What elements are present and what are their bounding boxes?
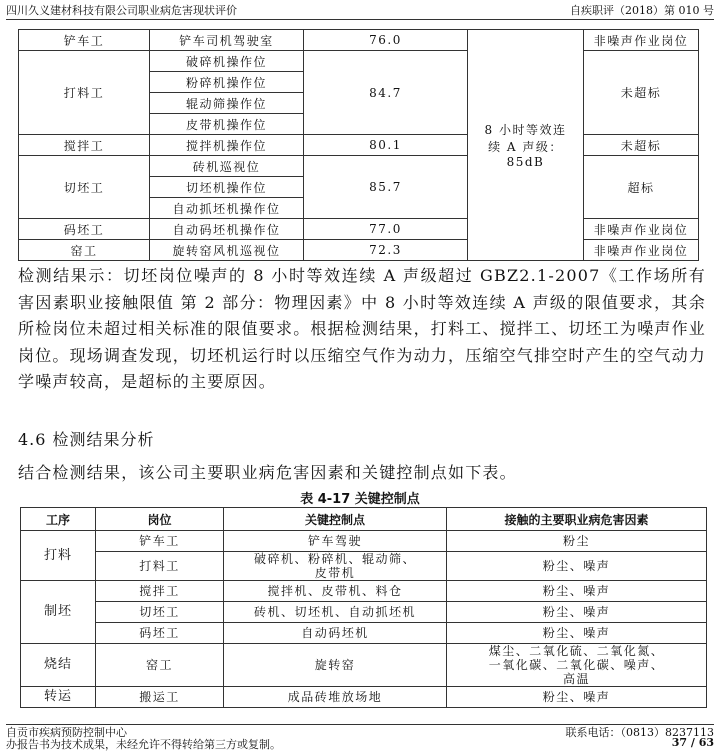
header-post: 岗位 bbox=[96, 508, 224, 531]
noise-value-cell: 76.0 bbox=[304, 30, 468, 51]
job-cell: 码坯工 bbox=[19, 219, 150, 240]
control-point-cell: 破碎机、粉碎机、辊动筛、 皮带机 bbox=[224, 552, 447, 581]
process-cell: 制坯 bbox=[21, 581, 96, 644]
position-cell: 自动码坯机操作位 bbox=[150, 219, 304, 240]
result-cell: 非噪声作业岗位 bbox=[584, 30, 699, 51]
footer-org: 自贡市疾病预防控制中心 bbox=[6, 726, 127, 739]
footer-line-2 bbox=[6, 736, 714, 752]
job-cell: 铲车工 bbox=[19, 30, 150, 51]
header-rule bbox=[6, 19, 714, 20]
post-cell: 窑工 bbox=[96, 644, 224, 687]
hazard-cell: 粉尘 bbox=[447, 531, 707, 552]
header-process: 工序 bbox=[21, 508, 96, 531]
page-header bbox=[6, 2, 714, 18]
control-point-cell: 成品砖堆放场地 bbox=[224, 687, 447, 708]
position-cell: 切坯机操作位 bbox=[150, 177, 304, 198]
table-row bbox=[21, 552, 707, 581]
table-row bbox=[21, 687, 707, 708]
process-cell: 打料 bbox=[21, 531, 96, 581]
post-cell: 搬运工 bbox=[96, 687, 224, 708]
table-row bbox=[21, 602, 707, 623]
position-cell: 搅拌机操作位 bbox=[150, 135, 304, 156]
process-cell: 转运 bbox=[21, 687, 96, 708]
position-cell: 旋转窑风机巡视位 bbox=[150, 240, 304, 261]
analysis-intro-paragraph: 结合检测结果，该公司主要职业病危害因素和关键控制点如下表。 bbox=[18, 463, 517, 482]
footer-notice: 办报告书为技术成果，未经允许不得转给第三方或复制。 bbox=[6, 738, 281, 751]
header-hazard: 接触的主要职业病危害因素 bbox=[447, 508, 707, 531]
table-header-row bbox=[21, 508, 707, 531]
job-cell: 窑工 bbox=[19, 240, 150, 261]
limit-cell: 8 小时等效连续 A 声级：85dB bbox=[468, 30, 584, 261]
table-caption: 表 4-17 关键控制点 bbox=[300, 492, 420, 507]
position-cell: 皮带机操作位 bbox=[150, 114, 304, 135]
result-cell: 未超标 bbox=[584, 135, 699, 156]
post-cell: 打料工 bbox=[96, 552, 224, 581]
control-point-cell: 铲车驾驶 bbox=[224, 531, 447, 552]
job-cell: 切坯工 bbox=[19, 156, 150, 219]
job-cell: 搅拌工 bbox=[19, 135, 150, 156]
table-row bbox=[21, 623, 707, 644]
control-point-cell: 旋转窑 bbox=[224, 644, 447, 687]
hazard-cell: 粉尘、噪声 bbox=[447, 581, 707, 602]
result-cell: 未超标 bbox=[584, 51, 699, 135]
process-cell: 烧结 bbox=[21, 644, 96, 687]
table-row bbox=[19, 240, 699, 261]
table-row bbox=[19, 30, 699, 51]
position-cell: 破碎机操作位 bbox=[150, 51, 304, 72]
job-cell: 打料工 bbox=[19, 51, 150, 135]
table-row bbox=[21, 581, 707, 602]
result-cell: 非噪声作业岗位 bbox=[584, 219, 699, 240]
header-company: 四川久义建材科技有限公司职业病危害现状评价 bbox=[6, 4, 237, 17]
section-title: 4.6 检测结果分析 bbox=[18, 430, 155, 449]
table-row bbox=[21, 531, 707, 552]
result-cell: 非噪声作业岗位 bbox=[584, 240, 699, 261]
page-number: 37 / 63 bbox=[671, 736, 714, 749]
position-cell: 粉碎机操作位 bbox=[150, 72, 304, 93]
header-control-point: 关键控制点 bbox=[224, 508, 447, 531]
key-control-point-table bbox=[20, 507, 707, 708]
hazard-cell: 粉尘、噪声 bbox=[447, 623, 707, 644]
noise-conclusion-paragraph: 检测结果示：切坯岗位噪声的 8 小时等效连续 A 声级超过 GBZ2.1-2007《工作场所有害因素职业接触限值 第 2 部分：物理因素》中 8 小时等效连续 A 声级的限值要求，其余所检岗位未超过相关标准的限值要求。根据检测结果，打料工、搅拌工、切坯工为噪声作业岗位。现场调查发现，切坯机运行时以压缩空气作为动力，压缩空气排空时产生的空气动力学噪声较高，是超标的主要原因。 bbox=[18, 266, 707, 391]
noise-value-cell: 72.3 bbox=[304, 240, 468, 261]
table-row bbox=[19, 219, 699, 240]
control-point-cell: 砖机、切坯机、自动抓坯机 bbox=[224, 602, 447, 623]
noise-value-cell: 77.0 bbox=[304, 219, 468, 240]
table-row bbox=[19, 135, 699, 156]
post-cell: 搅拌工 bbox=[96, 581, 224, 602]
post-cell: 铲车工 bbox=[96, 531, 224, 552]
noise-value-cell: 85.7 bbox=[304, 156, 468, 219]
position-cell: 辊动筛操作位 bbox=[150, 93, 304, 114]
post-cell: 码坯工 bbox=[96, 623, 224, 644]
hazard-cell: 煤尘、二氧化硫、二氧化氮、 一氧化碳、二氧化碳、噪声、 高温 bbox=[447, 644, 707, 687]
noise-value-cell: 80.1 bbox=[304, 135, 468, 156]
header-report-number: 自疾职评（2018）第 010 号 bbox=[570, 4, 714, 17]
control-point-cell: 自动码坯机 bbox=[224, 623, 447, 644]
table-row bbox=[19, 156, 699, 177]
noise-result-table bbox=[18, 29, 699, 261]
post-cell: 切坯工 bbox=[96, 602, 224, 623]
position-cell: 砖机巡视位 bbox=[150, 156, 304, 177]
position-cell: 铲车司机驾驶室 bbox=[150, 30, 304, 51]
footer-phone: 联系电话：（0813）8237113 bbox=[565, 726, 714, 739]
hazard-cell: 粉尘、噪声 bbox=[447, 602, 707, 623]
hazard-cell: 粉尘、噪声 bbox=[447, 687, 707, 708]
table-row bbox=[19, 51, 699, 72]
result-cell: 超标 bbox=[584, 156, 699, 219]
noise-value-cell: 84.7 bbox=[304, 51, 468, 135]
position-cell: 自动抓坯机操作位 bbox=[150, 198, 304, 219]
hazard-cell: 粉尘、噪声 bbox=[447, 552, 707, 581]
table-row bbox=[21, 644, 707, 687]
control-point-cell: 搅拌机、皮带机、料仓 bbox=[224, 581, 447, 602]
